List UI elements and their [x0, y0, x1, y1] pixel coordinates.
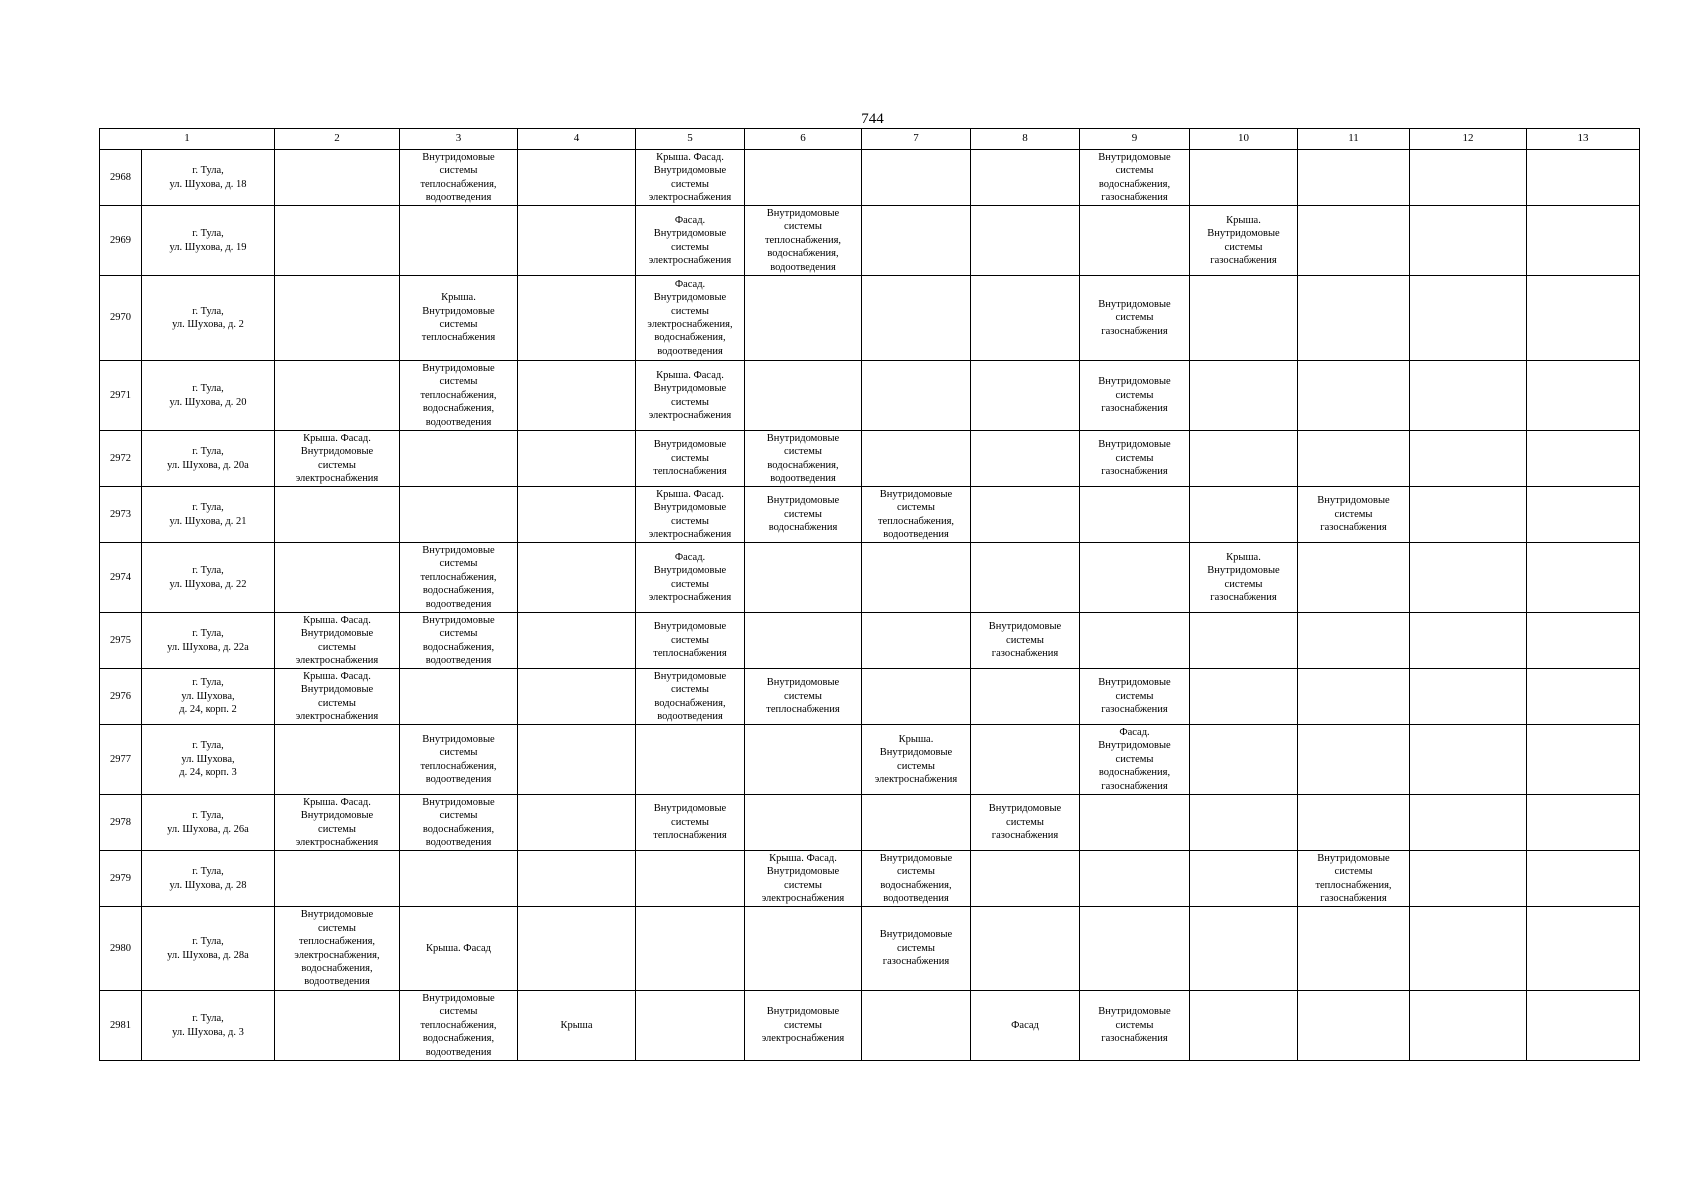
work-cell-col-10: Крыша. Внутридомовые системы газоснабжения	[1190, 206, 1298, 276]
work-cell-col-11	[1298, 613, 1410, 669]
work-cell-col-7	[862, 543, 971, 613]
work-cell-col-10	[1190, 361, 1298, 431]
work-cell-col-13	[1527, 276, 1640, 361]
work-cell-col-2	[275, 361, 400, 431]
work-cell-col-10: Крыша. Внутридомовые системы газоснабжения	[1190, 543, 1298, 613]
work-cell-col-3	[400, 206, 518, 276]
work-cell-col-13	[1527, 487, 1640, 543]
work-cell-col-5	[636, 851, 745, 907]
work-cell-col-12	[1410, 669, 1527, 725]
work-cell-col-5: Крыша. Фасад. Внутридомовые системы электроснабжения	[636, 150, 745, 206]
work-cell-col-6	[745, 150, 862, 206]
row-number: 2968	[100, 150, 142, 206]
work-cell-col-11	[1298, 907, 1410, 991]
work-cell-col-2	[275, 851, 400, 907]
work-cell-col-10	[1190, 851, 1298, 907]
column-header: 3	[400, 129, 518, 150]
row-number: 2980	[100, 907, 142, 991]
address-cell: г. Тула, ул. Шухова, д. 2	[142, 276, 275, 361]
work-cell-col-8: Внутридомовые системы газоснабжения	[971, 795, 1080, 851]
work-cell-col-5: Внутридомовые системы теплоснабжения	[636, 431, 745, 487]
work-cell-col-12	[1410, 991, 1527, 1061]
work-cell-col-4	[518, 487, 636, 543]
work-cell-col-10	[1190, 795, 1298, 851]
address-cell: г. Тула, ул. Шухова, д. 22	[142, 543, 275, 613]
address-cell: г. Тула, ул. Шухова, д. 20	[142, 361, 275, 431]
table-row	[100, 361, 1640, 431]
work-cell-col-12	[1410, 361, 1527, 431]
work-cell-col-10	[1190, 907, 1298, 991]
table-row	[100, 276, 1640, 361]
row-number: 2975	[100, 613, 142, 669]
work-cell-col-9: Фасад. Внутридомовые системы водоснабжения, газоснабжения	[1080, 725, 1190, 795]
work-cell-col-9: Внутридомовые системы газоснабжения	[1080, 669, 1190, 725]
work-cell-col-9: Внутридомовые системы водоснабжения, газоснабжения	[1080, 150, 1190, 206]
work-cell-col-13	[1527, 543, 1640, 613]
work-cell-col-12	[1410, 431, 1527, 487]
work-cell-col-3: Крыша. Фасад	[400, 907, 518, 991]
work-cell-col-13	[1527, 991, 1640, 1061]
work-cell-col-13	[1527, 431, 1640, 487]
work-cell-col-7: Внутридомовые системы газоснабжения	[862, 907, 971, 991]
work-cell-col-11	[1298, 543, 1410, 613]
work-cell-col-11	[1298, 725, 1410, 795]
table-row	[100, 206, 1640, 276]
address-cell: г. Тула, ул. Шухова, д. 21	[142, 487, 275, 543]
work-cell-col-3: Внутридомовые системы водоснабжения, водоотведения	[400, 795, 518, 851]
work-cell-col-8	[971, 276, 1080, 361]
table-row	[100, 669, 1640, 725]
row-number: 2976	[100, 669, 142, 725]
page-number: 744	[861, 111, 884, 127]
work-cell-col-8	[971, 361, 1080, 431]
address-cell: г. Тула, ул. Шухова, д. 3	[142, 991, 275, 1061]
work-cell-col-4	[518, 206, 636, 276]
table-row	[100, 487, 1640, 543]
work-cell-col-13	[1527, 206, 1640, 276]
work-cell-col-5: Внутридомовые системы водоснабжения, водоотведения	[636, 669, 745, 725]
work-cell-col-6: Внутридомовые системы теплоснабжения, водоснабжения, водоотведения	[745, 206, 862, 276]
work-cell-col-12	[1410, 795, 1527, 851]
work-cell-col-6: Крыша. Фасад. Внутридомовые системы электроснабжения	[745, 851, 862, 907]
work-cell-col-11	[1298, 150, 1410, 206]
repair-schedule-table	[99, 128, 1640, 1061]
address-cell: г. Тула, ул. Шухова, д. 20а	[142, 431, 275, 487]
work-cell-col-3: Внутридомовые системы теплоснабжения, водоснабжения, водоотведения	[400, 543, 518, 613]
work-cell-col-6	[745, 361, 862, 431]
work-cell-col-8: Фасад	[971, 991, 1080, 1061]
work-cell-col-3: Внутридомовые системы теплоснабжения, водоснабжения, водоотведения	[400, 991, 518, 1061]
row-number: 2970	[100, 276, 142, 361]
work-cell-col-2	[275, 991, 400, 1061]
work-cell-col-3: Крыша. Внутридомовые системы теплоснабжения	[400, 276, 518, 361]
work-cell-col-9	[1080, 907, 1190, 991]
work-cell-col-2	[275, 543, 400, 613]
column-header: 1	[100, 129, 275, 150]
row-number: 2974	[100, 543, 142, 613]
work-cell-col-6: Внутридомовые системы теплоснабжения	[745, 669, 862, 725]
work-cell-col-5: Фасад. Внутридомовые системы электроснабжения	[636, 543, 745, 613]
work-cell-col-10	[1190, 613, 1298, 669]
work-cell-col-13	[1527, 150, 1640, 206]
work-cell-col-9: Внутридомовые системы газоснабжения	[1080, 361, 1190, 431]
row-number: 2972	[100, 431, 142, 487]
work-cell-col-10	[1190, 431, 1298, 487]
work-cell-col-5: Крыша. Фасад. Внутридомовые системы электроснабжения	[636, 361, 745, 431]
address-cell: г. Тула, ул. Шухова, д. 19	[142, 206, 275, 276]
work-cell-col-11: Внутридомовые системы газоснабжения	[1298, 487, 1410, 543]
work-cell-col-11: Внутридомовые системы теплоснабжения, газоснабжения	[1298, 851, 1410, 907]
column-header: 5	[636, 129, 745, 150]
column-header: 2	[275, 129, 400, 150]
column-header: 4	[518, 129, 636, 150]
work-cell-col-12	[1410, 150, 1527, 206]
work-cell-col-12	[1410, 276, 1527, 361]
table-row	[100, 795, 1640, 851]
column-header: 8	[971, 129, 1080, 150]
work-cell-col-5	[636, 725, 745, 795]
work-cell-col-5	[636, 991, 745, 1061]
address-cell: г. Тула, ул. Шухова, д. 24, корп. 3	[142, 725, 275, 795]
column-header: 9	[1080, 129, 1190, 150]
work-cell-col-8	[971, 851, 1080, 907]
work-cell-col-12	[1410, 851, 1527, 907]
work-cell-col-3	[400, 851, 518, 907]
work-cell-col-5: Фасад. Внутридомовые системы электроснабжения	[636, 206, 745, 276]
work-cell-col-12	[1410, 613, 1527, 669]
work-cell-col-7: Крыша. Внутридомовые системы электроснабжения	[862, 725, 971, 795]
work-cell-col-5: Крыша. Фасад. Внутридомовые системы электроснабжения	[636, 487, 745, 543]
work-cell-col-9	[1080, 487, 1190, 543]
address-cell: г. Тула, ул. Шухова, д. 28	[142, 851, 275, 907]
work-cell-col-9: Внутридомовые системы газоснабжения	[1080, 991, 1190, 1061]
column-header: 12	[1410, 129, 1527, 150]
work-cell-col-4	[518, 851, 636, 907]
column-header: 11	[1298, 129, 1410, 150]
work-cell-col-5: Внутридомовые системы теплоснабжения	[636, 613, 745, 669]
work-cell-col-2	[275, 206, 400, 276]
work-cell-col-7	[862, 150, 971, 206]
work-cell-col-7	[862, 206, 971, 276]
work-cell-col-8	[971, 669, 1080, 725]
work-cell-col-4	[518, 725, 636, 795]
work-cell-col-2: Крыша. Фасад. Внутридомовые системы электроснабжения	[275, 431, 400, 487]
work-cell-col-3: Внутридомовые системы водоснабжения, водоотведения	[400, 613, 518, 669]
address-cell: г. Тула, ул. Шухова, д. 22а	[142, 613, 275, 669]
work-cell-col-8	[971, 206, 1080, 276]
work-cell-col-10	[1190, 487, 1298, 543]
work-cell-col-4	[518, 150, 636, 206]
work-cell-col-4: Крыша	[518, 991, 636, 1061]
work-cell-col-12	[1410, 543, 1527, 613]
work-cell-col-2: Крыша. Фасад. Внутридомовые системы электроснабжения	[275, 795, 400, 851]
work-cell-col-6: Внутридомовые системы водоснабжения, водоотведения	[745, 431, 862, 487]
table-row	[100, 907, 1640, 991]
work-cell-col-2: Крыша. Фасад. Внутридомовые системы электроснабжения	[275, 669, 400, 725]
address-cell: г. Тула, ул. Шухова, д. 24, корп. 2	[142, 669, 275, 725]
work-cell-col-11	[1298, 276, 1410, 361]
work-cell-col-8	[971, 431, 1080, 487]
work-cell-col-7	[862, 795, 971, 851]
work-cell-col-13	[1527, 725, 1640, 795]
row-number: 2978	[100, 795, 142, 851]
work-cell-col-13	[1527, 851, 1640, 907]
work-cell-col-5: Фасад. Внутридомовые системы электроснабжения, водоснабжения, водоотведения	[636, 276, 745, 361]
work-cell-col-11	[1298, 431, 1410, 487]
work-cell-col-9	[1080, 543, 1190, 613]
work-cell-col-9: Внутридомовые системы газоснабжения	[1080, 276, 1190, 361]
table-header	[100, 129, 1640, 150]
work-cell-col-2	[275, 487, 400, 543]
work-cell-col-9	[1080, 206, 1190, 276]
work-cell-col-7	[862, 669, 971, 725]
work-cell-col-13	[1527, 795, 1640, 851]
table-row	[100, 150, 1640, 206]
work-cell-col-12	[1410, 725, 1527, 795]
work-cell-col-6	[745, 907, 862, 991]
work-cell-col-6	[745, 795, 862, 851]
table-row	[100, 543, 1640, 613]
address-cell: г. Тула, ул. Шухова, д. 18	[142, 150, 275, 206]
work-cell-col-7: Внутридомовые системы водоснабжения, водоотведения	[862, 851, 971, 907]
table-row	[100, 431, 1640, 487]
row-number: 2977	[100, 725, 142, 795]
row-number: 2981	[100, 991, 142, 1061]
work-cell-col-12	[1410, 487, 1527, 543]
work-cell-col-8	[971, 725, 1080, 795]
work-cell-col-8	[971, 543, 1080, 613]
work-cell-col-3: Внутридомовые системы теплоснабжения, водоотведения	[400, 150, 518, 206]
work-cell-col-3: Внутридомовые системы теплоснабжения, водоснабжения, водоотведения	[400, 361, 518, 431]
work-cell-col-9	[1080, 613, 1190, 669]
work-cell-col-7	[862, 613, 971, 669]
work-cell-col-4	[518, 431, 636, 487]
work-cell-col-10	[1190, 276, 1298, 361]
address-cell: г. Тула, ул. Шухова, д. 26а	[142, 795, 275, 851]
work-cell-col-2	[275, 276, 400, 361]
work-cell-col-13	[1527, 361, 1640, 431]
table-row	[100, 991, 1640, 1061]
row-number: 2969	[100, 206, 142, 276]
work-cell-col-6	[745, 613, 862, 669]
work-cell-col-11	[1298, 795, 1410, 851]
work-cell-col-4	[518, 543, 636, 613]
work-cell-col-6	[745, 543, 862, 613]
work-cell-col-7	[862, 276, 971, 361]
work-cell-col-4	[518, 276, 636, 361]
header-row	[100, 129, 1640, 150]
work-cell-col-5: Внутридомовые системы теплоснабжения	[636, 795, 745, 851]
work-cell-col-7	[862, 431, 971, 487]
work-cell-col-9: Внутридомовые системы газоснабжения	[1080, 431, 1190, 487]
work-cell-col-4	[518, 907, 636, 991]
work-cell-col-2	[275, 150, 400, 206]
work-cell-col-13	[1527, 669, 1640, 725]
work-cell-col-10	[1190, 150, 1298, 206]
work-cell-col-2	[275, 725, 400, 795]
address-cell: г. Тула, ул. Шухова, д. 28а	[142, 907, 275, 991]
work-cell-col-3	[400, 431, 518, 487]
work-cell-col-10	[1190, 669, 1298, 725]
table-row	[100, 613, 1640, 669]
work-cell-col-6: Внутридомовые системы водоснабжения	[745, 487, 862, 543]
column-header: 10	[1190, 129, 1298, 150]
work-cell-col-11	[1298, 361, 1410, 431]
work-cell-col-7	[862, 991, 971, 1061]
work-cell-col-8	[971, 487, 1080, 543]
work-cell-col-10	[1190, 725, 1298, 795]
work-cell-col-8: Внутридомовые системы газоснабжения	[971, 613, 1080, 669]
work-cell-col-4	[518, 669, 636, 725]
column-header: 6	[745, 129, 862, 150]
work-cell-col-13	[1527, 613, 1640, 669]
work-cell-col-12	[1410, 206, 1527, 276]
row-number: 2971	[100, 361, 142, 431]
work-cell-col-6	[745, 276, 862, 361]
column-header: 13	[1527, 129, 1640, 150]
work-cell-col-6: Внутридомовые системы электроснабжения	[745, 991, 862, 1061]
work-cell-col-11	[1298, 991, 1410, 1061]
work-cell-col-3: Внутридомовые системы теплоснабжения, водоотведения	[400, 725, 518, 795]
work-cell-col-9	[1080, 851, 1190, 907]
table-row	[100, 851, 1640, 907]
work-cell-col-4	[518, 795, 636, 851]
work-cell-col-13	[1527, 907, 1640, 991]
table-row	[100, 725, 1640, 795]
work-cell-col-2: Крыша. Фасад. Внутридомовые системы электроснабжения	[275, 613, 400, 669]
work-cell-col-4	[518, 613, 636, 669]
work-cell-col-7: Внутридомовые системы теплоснабжения, водоотведения	[862, 487, 971, 543]
work-cell-col-4	[518, 361, 636, 431]
work-cell-col-3	[400, 487, 518, 543]
work-cell-col-7	[862, 361, 971, 431]
work-cell-col-12	[1410, 907, 1527, 991]
work-cell-col-5	[636, 907, 745, 991]
work-cell-col-11	[1298, 206, 1410, 276]
row-number: 2973	[100, 487, 142, 543]
work-cell-col-3	[400, 669, 518, 725]
column-header: 7	[862, 129, 971, 150]
work-cell-col-10	[1190, 991, 1298, 1061]
row-number: 2979	[100, 851, 142, 907]
work-cell-col-8	[971, 907, 1080, 991]
work-cell-col-11	[1298, 669, 1410, 725]
work-cell-col-9	[1080, 795, 1190, 851]
work-cell-col-6	[745, 725, 862, 795]
work-cell-col-8	[971, 150, 1080, 206]
table-body	[100, 150, 1640, 1061]
work-cell-col-2: Внутридомовые системы теплоснабжения, электроснабжения, водоснабжения, водоотведения	[275, 907, 400, 991]
